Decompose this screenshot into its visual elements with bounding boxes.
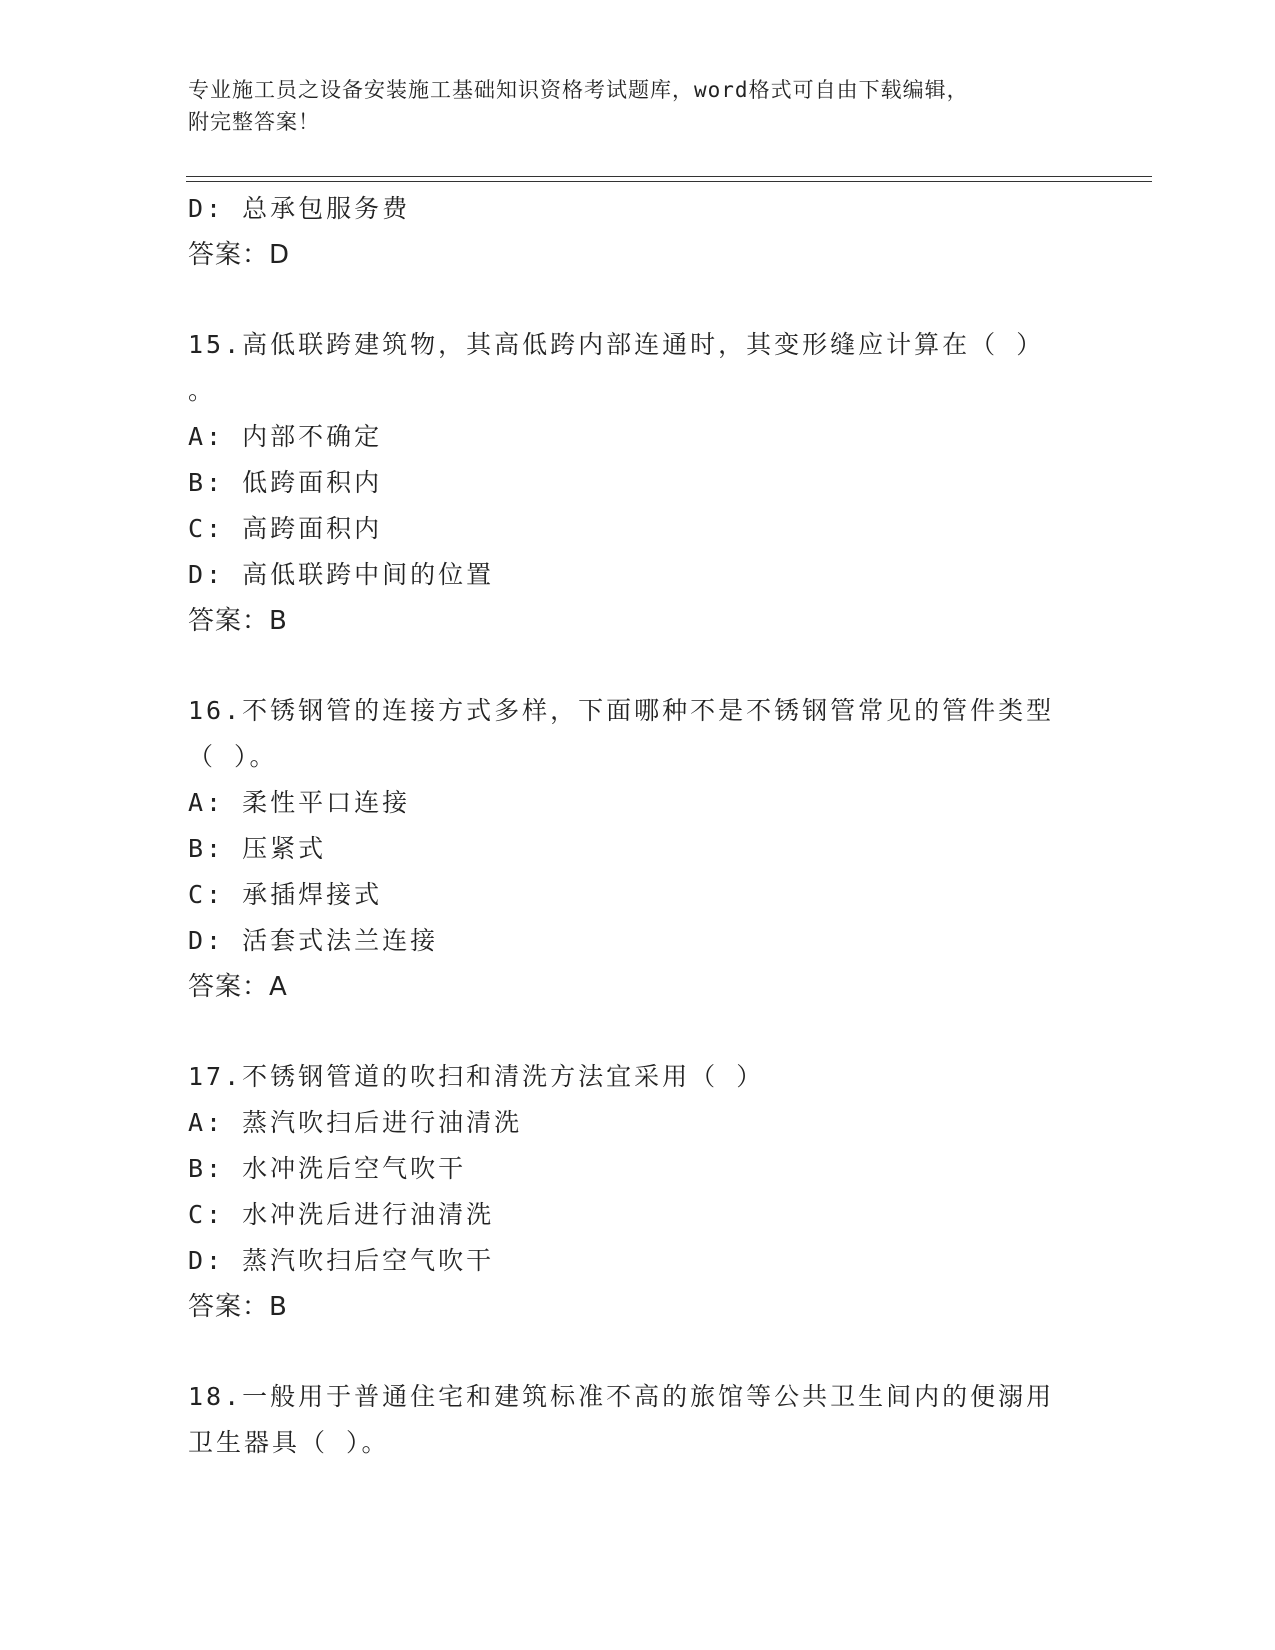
question-17-stem: 17.不锈钢管道的吹扫和清洗方法宜采用（ ） [188, 1062, 765, 1091]
prev-option-d: D: 总承包服务费 [188, 194, 411, 223]
header-line-1: 专业施工员之设备安装施工基础知识资格考试题库，word格式可自由下载编辑， [188, 78, 969, 102]
spacer [188, 644, 1088, 688]
question-16-option-d: D: 活套式法兰连接 [188, 926, 439, 955]
question-17-answer: 答案：B [188, 1292, 288, 1322]
spacer [188, 278, 1088, 322]
question-16-stem-cont: （ ）。 [188, 742, 278, 771]
question-16-option-c: C: 承插焊接式 [188, 880, 383, 909]
question-15-option-c: C: 高跨面积内 [188, 514, 383, 543]
header-divider-top [186, 176, 1152, 177]
header-divider-bottom [186, 181, 1152, 182]
question-17-option-d: D: 蒸汽吹扫后空气吹干 [188, 1246, 495, 1275]
question-16-option-a: A: 柔性平口连接 [188, 788, 411, 817]
question-15-stem: 15.高低联跨建筑物，其高低跨内部连通时，其变形缝应计算在（ ） [188, 330, 1045, 359]
header-line-2: 附完整答案！ [188, 110, 320, 134]
spacer [188, 1010, 1088, 1054]
question-16-answer: 答案：A [188, 972, 288, 1002]
question-15-option-a: A: 内部不确定 [188, 422, 383, 451]
question-list [188, 186, 1088, 1466]
spacer [188, 1330, 1088, 1374]
question-16-option-b: B: 压紧式 [188, 834, 327, 863]
question-18-stem-cont: 卫生器具（ ）。 [188, 1428, 390, 1457]
document-header [188, 74, 1088, 138]
question-16-stem: 16.不锈钢管的连接方式多样，下面哪种不是不锈钢管常见的管件类型 [188, 696, 1055, 725]
question-15-stem-cont: 。 [188, 376, 217, 405]
question-18-stem: 18.一般用于普通住宅和建筑标准不高的旅馆等公共卫生间内的便溺用 [188, 1382, 1055, 1411]
prev-answer: 答案：D [188, 240, 291, 270]
question-17-option-b: B: 水冲洗后空气吹干 [188, 1154, 467, 1183]
question-17-option-c: C: 水冲洗后进行油清洗 [188, 1200, 495, 1229]
question-15-option-d: D: 高低联跨中间的位置 [188, 560, 495, 589]
question-17-option-a: A: 蒸汽吹扫后进行油清洗 [188, 1108, 523, 1137]
question-15-option-b: B: 低跨面积内 [188, 468, 383, 497]
question-15-answer: 答案：B [188, 606, 288, 636]
